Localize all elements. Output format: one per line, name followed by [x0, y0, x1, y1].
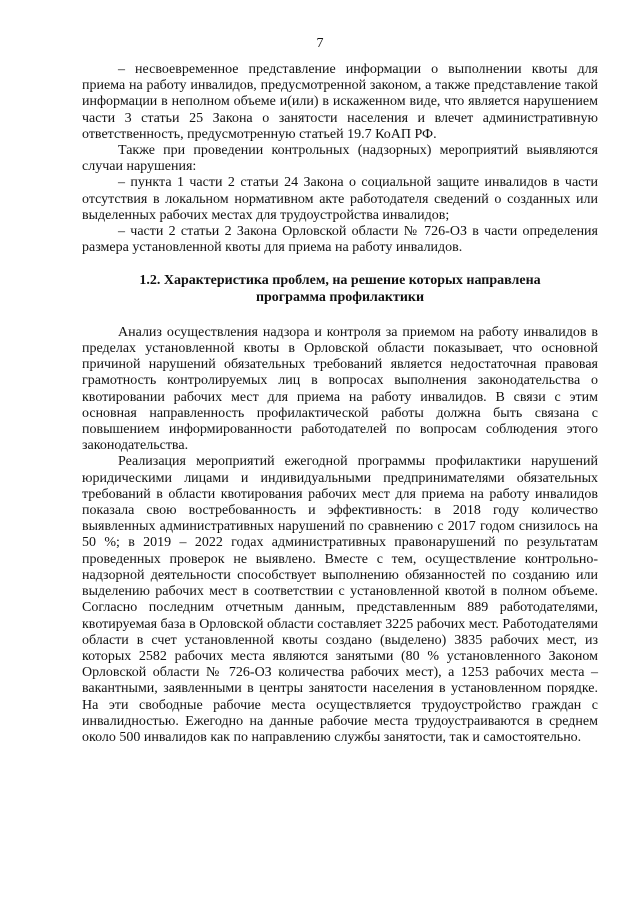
paragraph-violation-regional-law: – части 2 статьи 2 Закона Орловской области № 726-ОЗ в части определения размера установленной квоты для приема на работу инвалидов. [82, 224, 598, 256]
paragraph-violation-social-law: – пункта 1 части 2 статьи 24 Закона о социальной защите инвалидов в части отсутствия в локальном нормативном акте работодателя сведений о созданных или выделенных рабочих местах для трудоустройства инвалидов; [82, 175, 598, 223]
document-body [82, 62, 598, 746]
paragraph-violations-intro: Также при проведении контрольных (надзорных) мероприятий выявляются случаи нарушения: [82, 143, 598, 175]
section-heading: 1.2. Характеристика проблем, на решение которых направлена программа профилактики [139, 273, 541, 305]
paragraph-late-quota-info: – несвоевременное представление информации о выполнении квоты для приема на работу инвалидов, предусмотренной законом, а также представление такой информации в неполном объеме и(или) в искаженном виде, что является нарушением части 3 статьи 25 Закона о занятости населения и влечет административную ответственность, предусмотренную статьей 19.7 КоАП РФ. [82, 62, 598, 142]
page-number: 7 [316, 36, 324, 51]
paragraph-analysis: Анализ осуществления надзора и контроля за приемом на работу инвалидов в пределах установленной квоты в Орловской области показывает, что основной причиной нарушений обязательных требований является недостаточная правовая грамотность контролируемых лиц в вопросах выполнения законодательства о квотировании рабочих мест для приема на работу инвалидов. В связи с этим основная направленность профилактической работы должна быть связана с повышением информированности работодателей по вопросам соблюдения этого законодательства. [82, 324, 598, 454]
paragraph-program-results: Реализация мероприятий ежегодной программы профилактики нарушений юридическими лицами и индивидуальными предпринимателями обязательных требований в области квотирования рабочих мест для приема на работу инвалидов показала свою востребованность и эффективность: в 2018 году количество выявленных административных нарушений по сравнению с 2017 годом снизилось на 50 %; в 2019 – 2022 годах административных правонарушений по результатам проведенных проверок не выявлено. Вместе с тем, осуществление контрольно-надзорной деятельности способствует выполнению обязанностей по созданию или выделению рабочих мест в соответствии с установленной квотой в полном объеме. Согласно последним отчетным данным, представленным 889 работодателями, квотируемая база в Орловской области составляет 3225 рабочих мест. Работодателями области в счет установленной квоты создано (выделено) 3835 рабочих мест, из которых 2582 рабочих места являются занятыми (80 % установленного Законом Орловской области № 726-ОЗ количества рабочих мест), а 1253 рабочих места – вакантными, заявленными в центры занятости населения в установленном порядке. На эти свободные рабочие места осуществляется трудоустройство граждан с инвалидностью. Ежегодно на данные рабочие места трудоустраиваются в среднем около 500 инвалидов как по направлению службы занятости, так и самостоятельно. [82, 454, 598, 745]
